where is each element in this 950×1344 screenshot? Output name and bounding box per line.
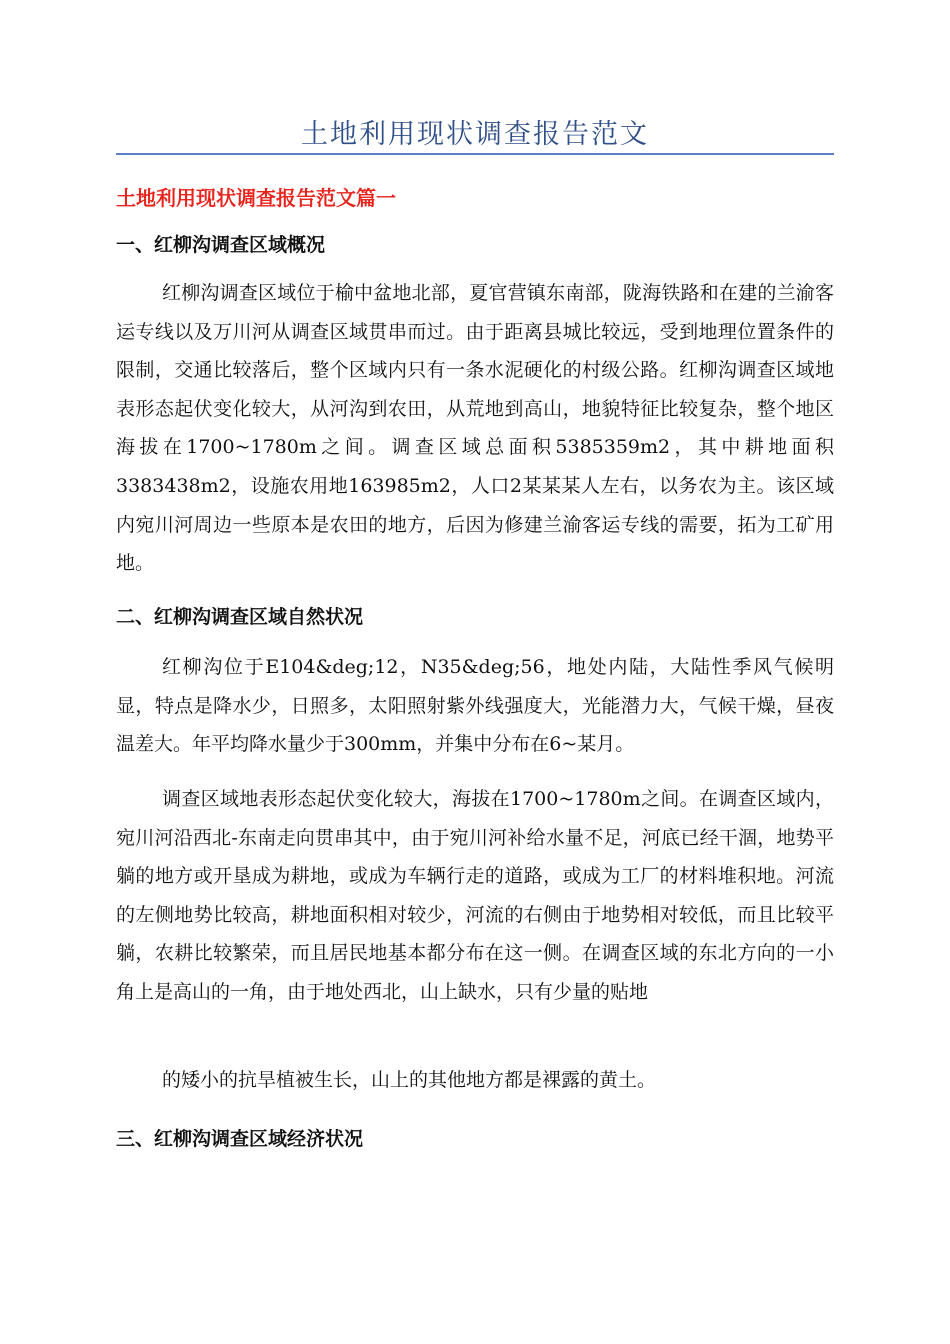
section-2-paragraph-3: 的矮小的抗旱植被生长，山上的其他地方都是裸露的黄土。: [162, 1069, 657, 1091]
section-heading-2: 二、红柳沟调查区域自然状况: [116, 606, 364, 628]
section-1-paragraph-1: 红柳沟调查区域位于榆中盆地北部，夏官营镇东南部，陇海铁路和在建的兰渝客运专线以及万川河从调查区域贯串而过。由于距离县城比较远，受到地理位置条件的限制，交通比较落后，整个区域内只有一条水泥硬化的村级公路。红柳沟调查区域地表形态起伏变化较大，从河沟到农田，从荒地到高山，地貌特征比较复杂，整个地区海拔在1700~1780m之间。调查区域总面积5385359m2，其中耕地面积3383438m2，设施农用地163985m2，人口2某某某人左右，以务农为主。该区域内宛川河周边一些原本是农田的地方，后因为修建兰渝客运专线的需要，拓为工矿用地。: [116, 282, 834, 575]
title-divider: [116, 153, 834, 155]
document-title: 土地利用现状调查报告范文: [301, 119, 649, 150]
section-heading-1: 一、红柳沟调查区域概况: [116, 234, 326, 256]
article-heading: 土地利用现状调查报告范文篇一: [116, 186, 396, 210]
section-2-paragraph-1: 红柳沟位于E104&deg;12，N35&deg;56，地处内陆，大陆性季风气候明显，特点是降水少，日照多，太阳照射紫外线强度大，光能潜力大，气候干燥，昼夜温差大。年平均降水量少于300mm，并集中分布在6~某月。: [116, 656, 834, 756]
section-heading-3: 三、红柳沟调查区域经济状况: [116, 1128, 364, 1150]
section-2-paragraph-2: 调查区域地表形态起伏变化较大，海拔在1700~1780m之间。在调查区域内，宛川河沿西北-东南走向贯串其中，由于宛川河补给水量不足，河底已经干涸，地势平躺的地方或开垦成为耕地，或成为车辆行走的道路，或成为工厂的材料堆积地。河流的左侧地势比较高，耕地面积相对较少，河流的右侧由于地势相对较低，而且比较平躺，农耕比较繁荣，而且居民地基本都分布在这一侧。在调查区域的东北方向的一小角上是高山的一角，由于地处西北，山上缺水，只有少量的贴地: [116, 788, 834, 1003]
